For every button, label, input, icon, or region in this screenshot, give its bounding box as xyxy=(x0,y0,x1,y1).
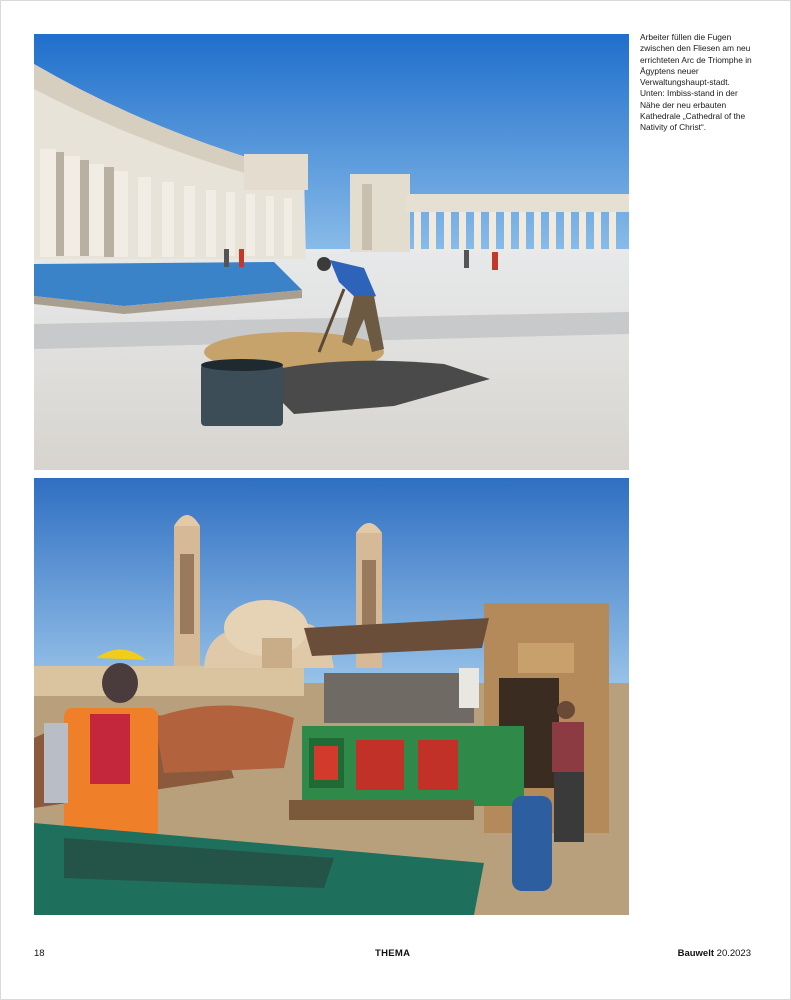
photo-food-stand-cathedral xyxy=(34,478,629,915)
issue-number: 20.2023 xyxy=(716,948,751,959)
photo-caption: Arbeiter füllen die Fugen zwischen den Fliesen am neu errichteten Arc de Triomphe in Ägyptens neuer Verwaltungshaupt-stadt. Unten: Imbiss-stand in der Nähe der neu erbauten Kathedrale „Cathedral of the Nativity of Christ“. xyxy=(640,32,752,133)
page-number: 18 xyxy=(34,948,45,959)
photo-colonnade-workers xyxy=(34,34,629,470)
magazine-name: Bauwelt xyxy=(677,948,715,959)
section-label: THEMA xyxy=(375,948,411,959)
magazine-issue xyxy=(678,948,751,959)
